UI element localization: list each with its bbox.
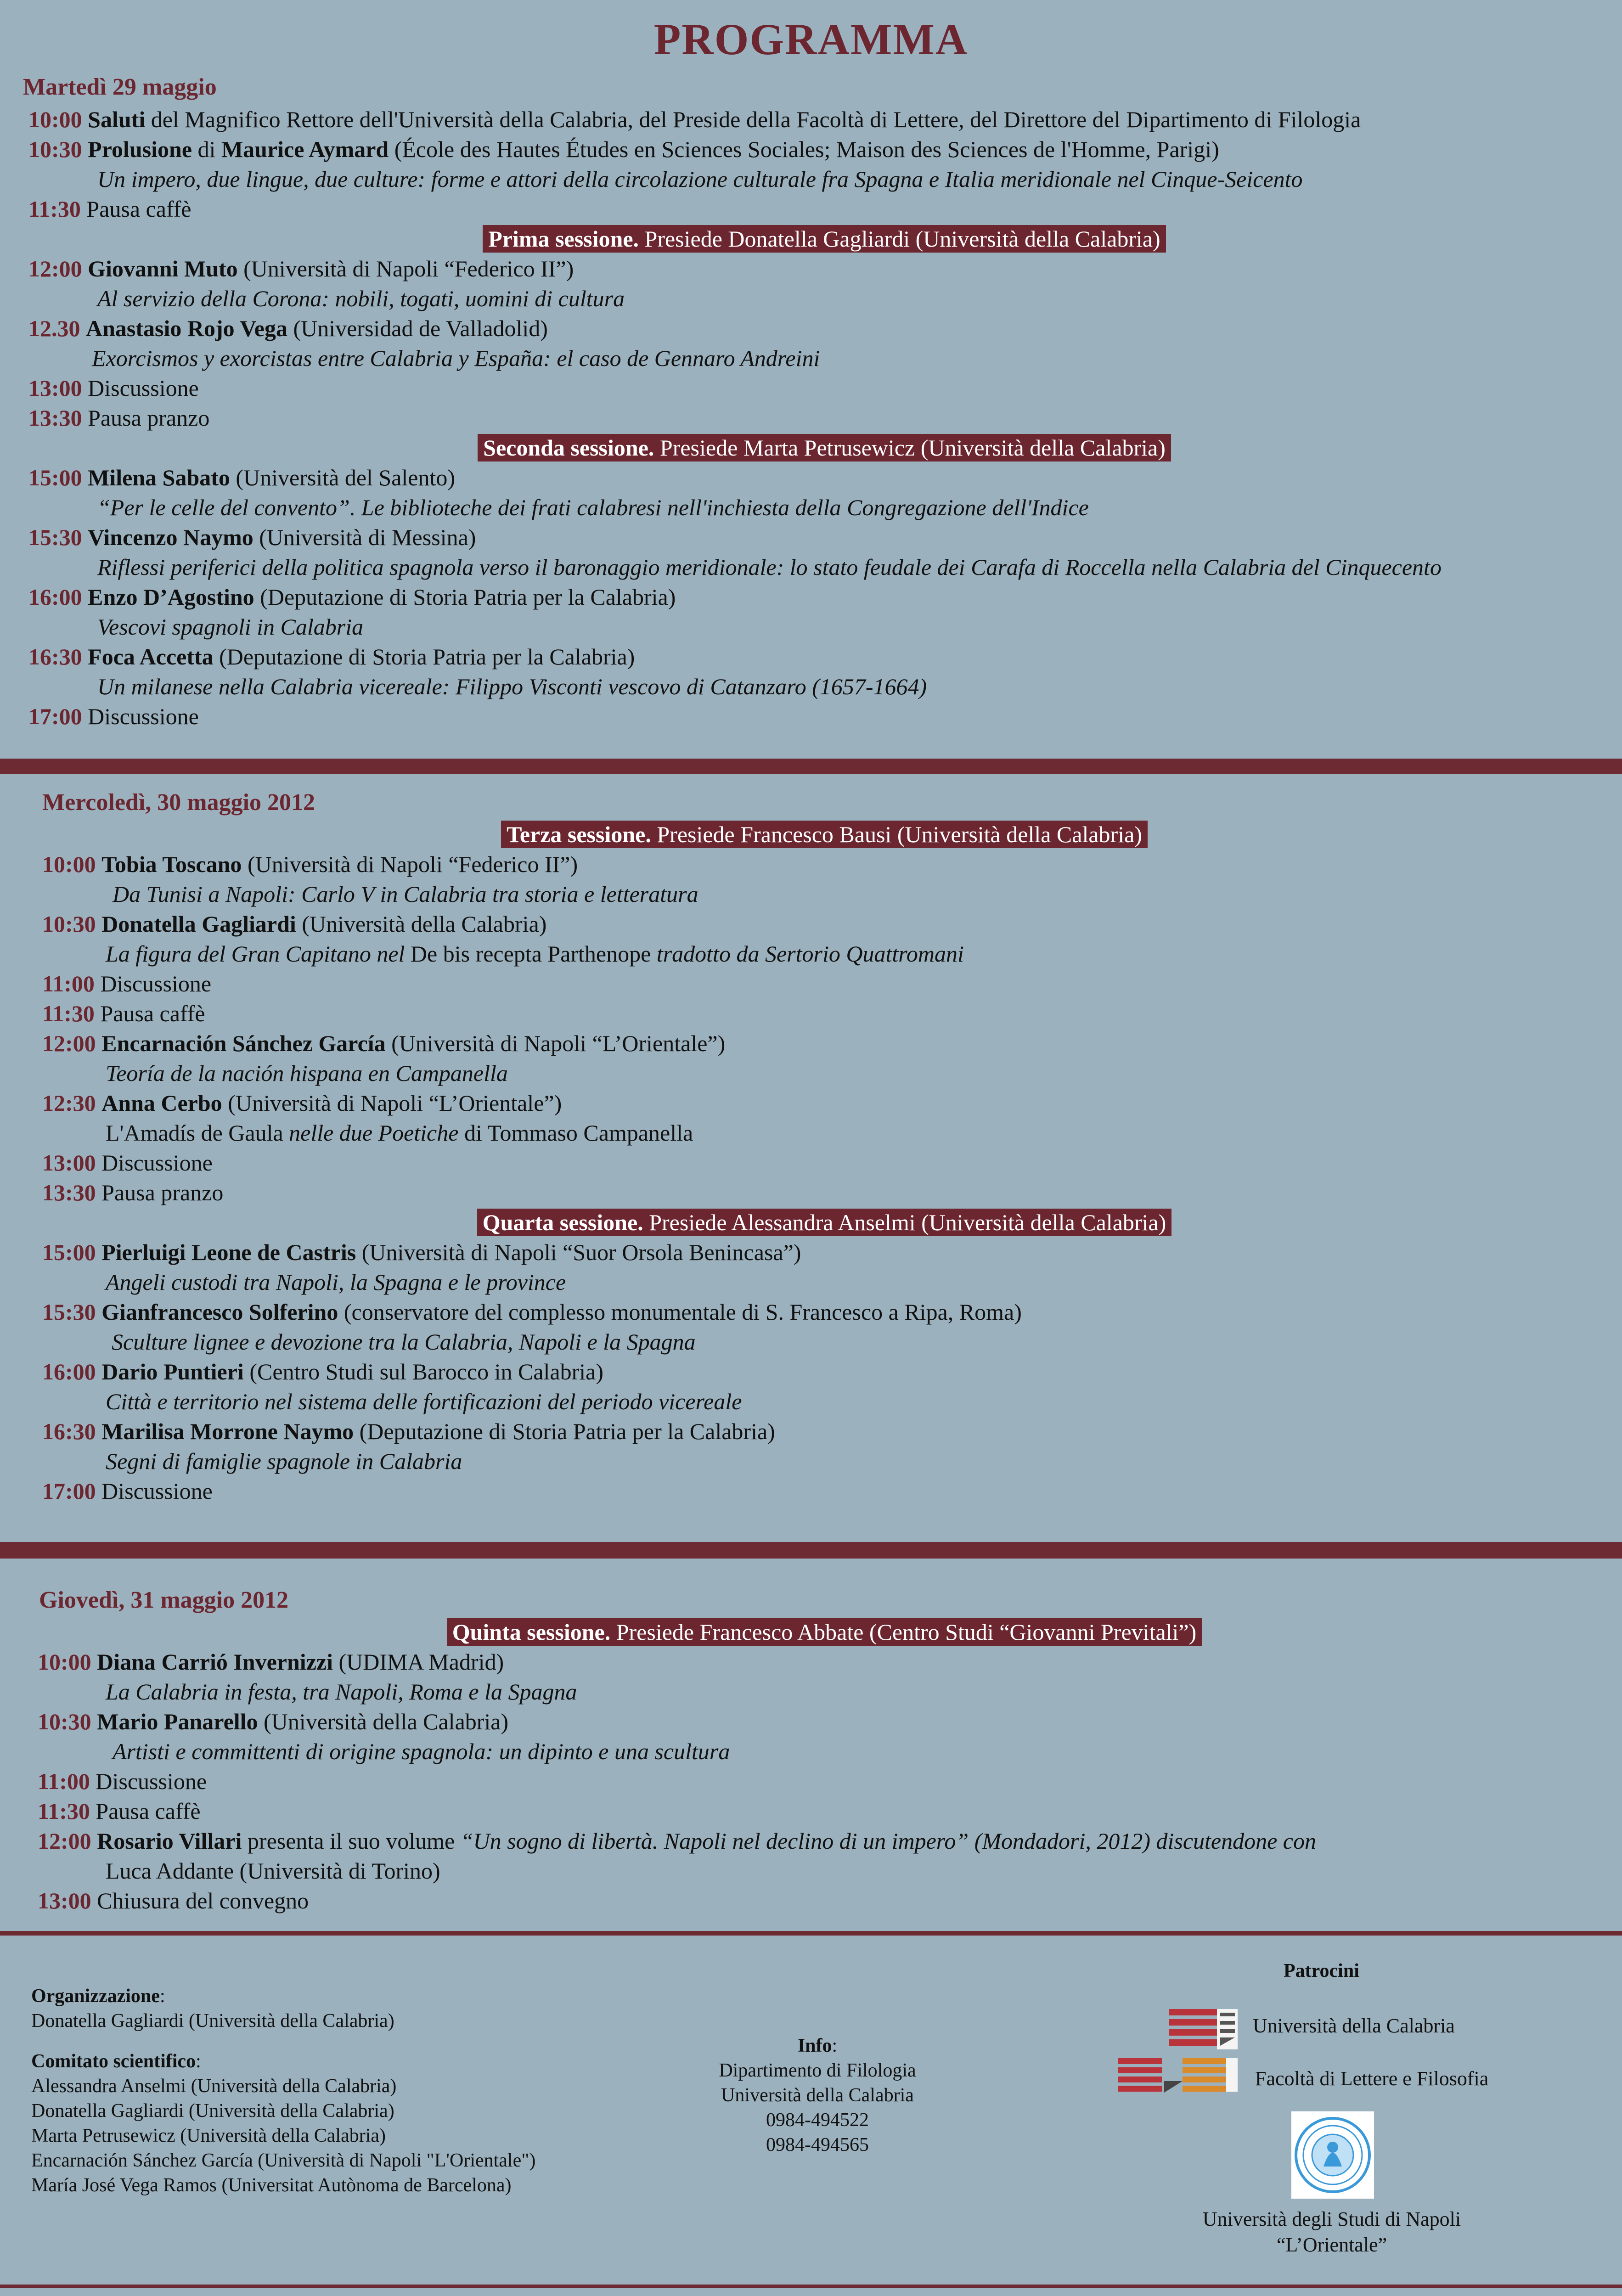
item-text: Pausa pranzo — [82, 405, 210, 431]
time-label: 11:30 — [42, 1001, 95, 1026]
day2-title: Mercoledì, 30 maggio 2012 — [42, 789, 315, 816]
item-text: (Università di Napoli “L’Orientale”) — [222, 1090, 562, 1116]
talk-title: Al servizio della Corona: nobili, togati, uomini di cultura — [97, 286, 625, 311]
speaker-name: Maurice Aymard — [221, 136, 389, 162]
info-phone: 0984-494565 — [766, 2134, 869, 2155]
org-heading: Organizzazione — [31, 1986, 160, 2007]
day1-title: Martedì 29 maggio — [23, 74, 217, 100]
time-label: 11:00 — [38, 1768, 90, 1794]
program-item — [0, 1148, 1622, 1178]
item-text: Discussione — [96, 1478, 213, 1504]
program-item — [0, 403, 1622, 433]
program-item-detail — [0, 552, 1622, 582]
speaker-name: Vincenzo Naymo — [88, 524, 253, 550]
committee-member: Encarnación Sánchez García (Università di Napoli "L'Orientale") — [31, 2150, 536, 2171]
speaker-name: Gianfrancesco Solferino — [101, 1299, 338, 1325]
session-title: Prima sessione. — [488, 226, 639, 252]
talk-title: La figura del Gran Capitano nel — [106, 941, 411, 967]
time-label: 13:00 — [28, 375, 82, 401]
patron-faculty: Facoltà di Lettere e Filosofia — [1255, 2067, 1489, 2090]
committee-member: Marta Petrusewicz (Università della Calabria) — [31, 2125, 386, 2146]
speaker-name: Milena Sabato — [88, 465, 230, 490]
item-text: (École des Hautes Études en Sciences Sociales; Maison des Sciences de l'Homme, Parigi) — [389, 136, 1219, 162]
talk-title-part: tradotto da Sertorio Quattromani — [651, 941, 964, 967]
program-item-detail — [0, 672, 1622, 702]
speaker-name: Pierluigi Leone de Castris — [101, 1239, 356, 1265]
session-label — [447, 1618, 1202, 1646]
program-item — [0, 582, 1622, 612]
program-item-detail — [0, 1118, 1622, 1148]
talk-title: Teoría de la nación hispana en Campanella — [106, 1060, 508, 1086]
item-text: (Università di Messina) — [253, 524, 476, 550]
item-text: Luca Addante (Università di Torino) — [106, 1858, 440, 1884]
time-label: 10:30 — [38, 1709, 91, 1734]
time-label: 13:30 — [42, 1180, 96, 1205]
talk-title-part: De bis recepta Parthenope — [410, 941, 651, 967]
program-item — [0, 1826, 1622, 1856]
talk-title: Da Tunisi a Napoli: Carlo V in Calabria tra storia e letteratura — [113, 881, 698, 907]
session-header — [0, 224, 1622, 254]
time-label: 16:00 — [28, 584, 82, 610]
talk-title: Exorcismos y exorcistas entre Calabria y España: el caso de Gennaro Andreini — [92, 345, 820, 371]
committee-member: Alessandra Anselmi (Università della Calabria) — [31, 2076, 397, 2097]
item-text: Pausa caffè — [94, 1001, 205, 1026]
time-label: 13:00 — [38, 1888, 91, 1913]
item-text: (UDIMA Madrid) — [332, 1649, 504, 1675]
patron-orientale-line2: “L’Orientale” — [1276, 2234, 1387, 2256]
item-text: (Universidad de Valladolid) — [287, 315, 548, 341]
speaker-name: Prolusione — [88, 136, 192, 162]
committee-member: Donatella Gagliardi (Università della Calabria) — [31, 2100, 394, 2122]
session-label — [501, 821, 1148, 848]
talk-title-part: L'Amadís de Gaula — [106, 1120, 283, 1146]
session-label — [478, 434, 1171, 461]
program-item-detail — [0, 343, 1622, 373]
divider-rule — [0, 1542, 1622, 1559]
item-text: Discussione — [82, 703, 199, 729]
session-label — [483, 225, 1166, 253]
talk-title: Vescovi spagnoli in Calabria — [97, 614, 364, 640]
faculty-logo-icon — [1118, 2058, 1238, 2095]
speaker-name: Foca Accetta — [88, 644, 214, 670]
program-item-detail — [0, 939, 1622, 969]
committee-member: María José Vega Ramos (Universitat Autònoma de Barcelona) — [31, 2175, 512, 2196]
program-item — [0, 105, 1622, 135]
item-text: del Magnifico Rettore dell'Università della Calabria, del Preside della Facoltà di Lettere, del Direttore del Dipartimento di Filologia — [145, 107, 1361, 132]
item-text: (Deputazione di Storia Patria per la Calabria) — [354, 1418, 775, 1444]
program-item — [0, 135, 1622, 164]
program-item — [0, 523, 1622, 552]
program-item — [0, 999, 1622, 1029]
divider-rule — [0, 759, 1622, 774]
day1-program — [0, 105, 1622, 732]
program-item — [0, 1767, 1622, 1796]
info-line: Università della Calabria — [721, 2085, 914, 2106]
program-item — [0, 1238, 1622, 1267]
program-item — [0, 642, 1622, 672]
time-label: 16:30 — [42, 1418, 96, 1444]
item-text: Pausa caffè — [90, 1798, 201, 1824]
time-label: 11:00 — [42, 971, 95, 996]
speaker-name: Diana Carrió Invernizzi — [97, 1649, 333, 1675]
item-text: (Deputazione di Storia Patria per la Calabria) — [213, 644, 635, 670]
item-text: Discussione — [94, 971, 212, 996]
session-title: Terza sessione. — [507, 822, 651, 847]
time-label: 12:30 — [42, 1090, 96, 1116]
program-item — [0, 254, 1622, 284]
program-item-detail — [0, 1058, 1622, 1088]
program-item — [0, 1476, 1622, 1506]
session-chair: Presiede Alessandra Anselmi (Università della Calabria) — [643, 1210, 1166, 1235]
speaker-name: Enzo D’Agostino — [88, 584, 254, 610]
org-name: Donatella Gagliardi (Università della Calabria) — [31, 2010, 394, 2032]
program-item-detail — [0, 1327, 1622, 1357]
session-header — [0, 1617, 1622, 1647]
time-label: 10:00 — [28, 107, 82, 132]
program-item — [0, 969, 1622, 999]
speaker-name: Dario Puntieri — [101, 1359, 244, 1384]
item-text: (conservatore del complesso monumentale di S. Francesco a Ripa, Roma) — [338, 1299, 1022, 1325]
time-label: 15:00 — [42, 1239, 96, 1265]
item-text: (Università della Calabria) — [258, 1709, 509, 1734]
item-text: Discussione — [82, 375, 199, 401]
time-label: 15:30 — [42, 1299, 96, 1325]
program-item-detail — [0, 493, 1622, 523]
time-label: 13:00 — [42, 1150, 96, 1176]
talk-title: Un impero, due lingue, due culture: forme e attori della circolazione culturale fra Spagna e Italia meridionale nel Cinque-Seicento — [97, 166, 1303, 192]
time-label: 17:00 — [42, 1478, 96, 1504]
time-label: 12:00 — [42, 1030, 96, 1056]
day3-title: Giovedì, 31 maggio 2012 — [39, 1587, 289, 1613]
unical-logo-icon — [1169, 2009, 1238, 2049]
time-label: 10:30 — [42, 911, 96, 937]
program-item — [0, 850, 1622, 879]
page-title: PROGRAMMA — [653, 15, 969, 64]
program-item — [0, 373, 1622, 403]
day3-program — [0, 1617, 1622, 1916]
program-item — [0, 1707, 1622, 1737]
program-item — [0, 1417, 1622, 1446]
talk-title: Sculture lignee e devozione tra la Calabria, Napoli e la Spagna — [112, 1329, 696, 1355]
session-chair: Presiede Francesco Abbate (Centro Studi “Giovanni Previtali”) — [610, 1619, 1197, 1645]
talk-title: “Per le celle del convento”. Le biblioteche dei frati calabresi nell'inchiesta della Congregazione dell'Indice — [97, 495, 1089, 520]
item-text: Pausa pranzo — [96, 1180, 224, 1205]
program-item-detail — [0, 1446, 1622, 1476]
info-line: Dipartimento di Filologia — [719, 2060, 916, 2081]
item-text: (Deputazione di Storia Patria per la Calabria) — [254, 584, 676, 610]
speaker-name: Anna Cerbo — [101, 1090, 222, 1116]
talk-title-part: nelle due Poetiche — [283, 1120, 464, 1146]
speaker-name: Encarnación Sánchez García — [101, 1030, 386, 1056]
patron-orientale-line1: Università degli Studi di Napoli — [1202, 2208, 1461, 2230]
talk-title: La Calabria in festa, tra Napoli, Roma e la Spagna — [106, 1679, 577, 1705]
patrocini-heading: Patrocini — [1284, 1960, 1359, 1981]
program-item-detail — [0, 879, 1622, 909]
program-item — [0, 1796, 1622, 1826]
program-item — [0, 1647, 1622, 1677]
talk-title: Segni di famiglie spagnole in Calabria — [106, 1448, 462, 1474]
patron-unical: Università della Calabria — [1253, 2015, 1455, 2037]
speaker-name: Rosario Villari — [97, 1828, 242, 1854]
session-header — [0, 820, 1622, 850]
program-item — [0, 1357, 1622, 1387]
session-chair: Presiede Francesco Bausi (Università della Calabria) — [651, 822, 1142, 847]
time-label: 11:30 — [28, 196, 81, 222]
item-text: (Università di Napoli “Suor Orsola Benincasa”) — [356, 1239, 801, 1265]
item-text: presenta il suo volume — [242, 1828, 461, 1854]
time-label: 15:30 — [28, 524, 82, 550]
program-item — [0, 194, 1622, 224]
speaker-name: Donatella Gagliardi — [101, 911, 296, 937]
committee-heading: Comitato scientifico — [31, 2051, 196, 2072]
divider-rule — [0, 1931, 1622, 1936]
item-text: (Università di Napoli “Federico II”) — [237, 256, 574, 281]
program-item-detail — [0, 1387, 1622, 1417]
item-text: (Università di Napoli “Federico II”) — [242, 851, 578, 877]
program-item — [0, 314, 1622, 343]
time-label: 10:30 — [28, 136, 82, 162]
program-item-detail — [0, 1267, 1622, 1297]
time-label: 12.30 — [28, 315, 80, 341]
program-item-detail — [0, 164, 1622, 194]
speaker-name: Mario Panarello — [97, 1709, 258, 1734]
program-item-detail — [0, 1677, 1622, 1707]
program-item — [0, 1886, 1622, 1916]
item-text: Discussione — [90, 1768, 207, 1794]
program-item — [0, 1297, 1622, 1327]
talk-title: Un milanese nella Calabria vicereale: Filippo Visconti vescovo di Catanzaro (1657-1664) — [97, 674, 927, 699]
item-text: Discussione — [96, 1150, 213, 1176]
session-title: Seconda sessione. — [483, 435, 654, 461]
program-item — [0, 1029, 1622, 1058]
talk-title: “Un sogno di libertà. Napoli nel declino di un impero” (Mondadori, 2012) discutendone con — [460, 1828, 1316, 1854]
program-item-detail — [0, 1737, 1622, 1767]
time-label: 16:30 — [28, 644, 82, 670]
program-item — [0, 463, 1622, 493]
session-title: Quarta sessione. — [482, 1210, 643, 1235]
item-text: (Università di Napoli “L’Orientale”) — [385, 1030, 726, 1056]
item-text: (Centro Studi sul Barocco in Calabria) — [243, 1359, 603, 1384]
time-label: 15:00 — [28, 465, 82, 490]
talk-title: Città e territorio nel sistema delle fortificazioni del periodo vicereale — [106, 1389, 742, 1414]
program-item — [0, 1178, 1622, 1208]
program-item-detail — [0, 612, 1622, 642]
speaker-name: Giovanni Muto — [88, 256, 238, 281]
speaker-name: Anastasio Rojo Vega — [86, 315, 287, 341]
time-label: 12:00 — [38, 1828, 91, 1854]
info-phone: 0984-494522 — [766, 2110, 869, 2131]
session-chair: Presiede Marta Petrusewicz (Università della Calabria) — [654, 435, 1166, 461]
time-label: 10:00 — [38, 1649, 91, 1675]
session-header — [0, 433, 1622, 463]
speaker-name: Marilisa Morrone Naymo — [101, 1418, 354, 1444]
talk-title: Riflessi periferici della politica spagnola verso il baronaggio meridionale: lo stato feudale dei Carafa di Roccella nella Calabria del Cinquecento — [97, 554, 1442, 580]
time-label: 13:30 — [28, 405, 82, 431]
session-header — [0, 1208, 1622, 1238]
patron-orientale — [1139, 2206, 1525, 2258]
time-label: 11:30 — [38, 1798, 90, 1824]
session-chair: Presiede Donatella Gagliardi (Università della Calabria) — [639, 226, 1160, 252]
speaker-name: Saluti — [88, 107, 146, 132]
item-text: di — [192, 136, 221, 162]
item-text: (Università del Salento) — [230, 465, 456, 490]
time-label: 16:00 — [42, 1359, 96, 1384]
bottom-rule — [0, 2285, 1622, 2288]
talk-title: Angeli custodi tra Napoli, la Spagna e le province — [106, 1269, 566, 1295]
talk-title-part: di Tommaso Campanella — [464, 1120, 693, 1146]
item-text: (Università della Calabria) — [296, 911, 547, 937]
time-label: 12:00 — [28, 256, 82, 281]
session-label — [477, 1209, 1172, 1236]
day2-program — [0, 820, 1622, 1506]
program-item — [0, 702, 1622, 732]
program-item-detail — [0, 284, 1622, 314]
session-title: Quinta sessione. — [452, 1619, 611, 1645]
talk-title: Artisti e committenti di origine spagnola: un dipinto e una scultura — [113, 1739, 730, 1764]
item-text: Pausa caffè — [80, 196, 191, 222]
info-heading: Info — [797, 2035, 832, 2056]
item-text: Chiusura del convegno — [91, 1888, 309, 1913]
program-item — [0, 1088, 1622, 1118]
orientale-seal-icon — [1291, 2111, 1374, 2199]
info-section: Info: Dipartimento di Filologia Università della Calabria 0984-494522 0984-494565 — [634, 2033, 1001, 2157]
organization-section: Organizzazione: Donatella Gagliardi (Università della Calabria) Comitato scientifico: Alessandra Anselmi (Università della Calabria) Donatella Gagliardi (Università della Calabria) Marta Petrusewicz (Università della Calabria) Encarnación Sánchez García (Università di Napoli "L'Orientale") María José Vega Ramos (Universitat Autònoma de Barcelona) — [31, 1984, 535, 2198]
speaker-name: Tobia Toscano — [101, 851, 242, 877]
time-label: 10:00 — [42, 851, 96, 877]
program-item-detail — [0, 1856, 1622, 1886]
time-label: 17:00 — [28, 703, 82, 729]
program-item — [0, 909, 1622, 939]
